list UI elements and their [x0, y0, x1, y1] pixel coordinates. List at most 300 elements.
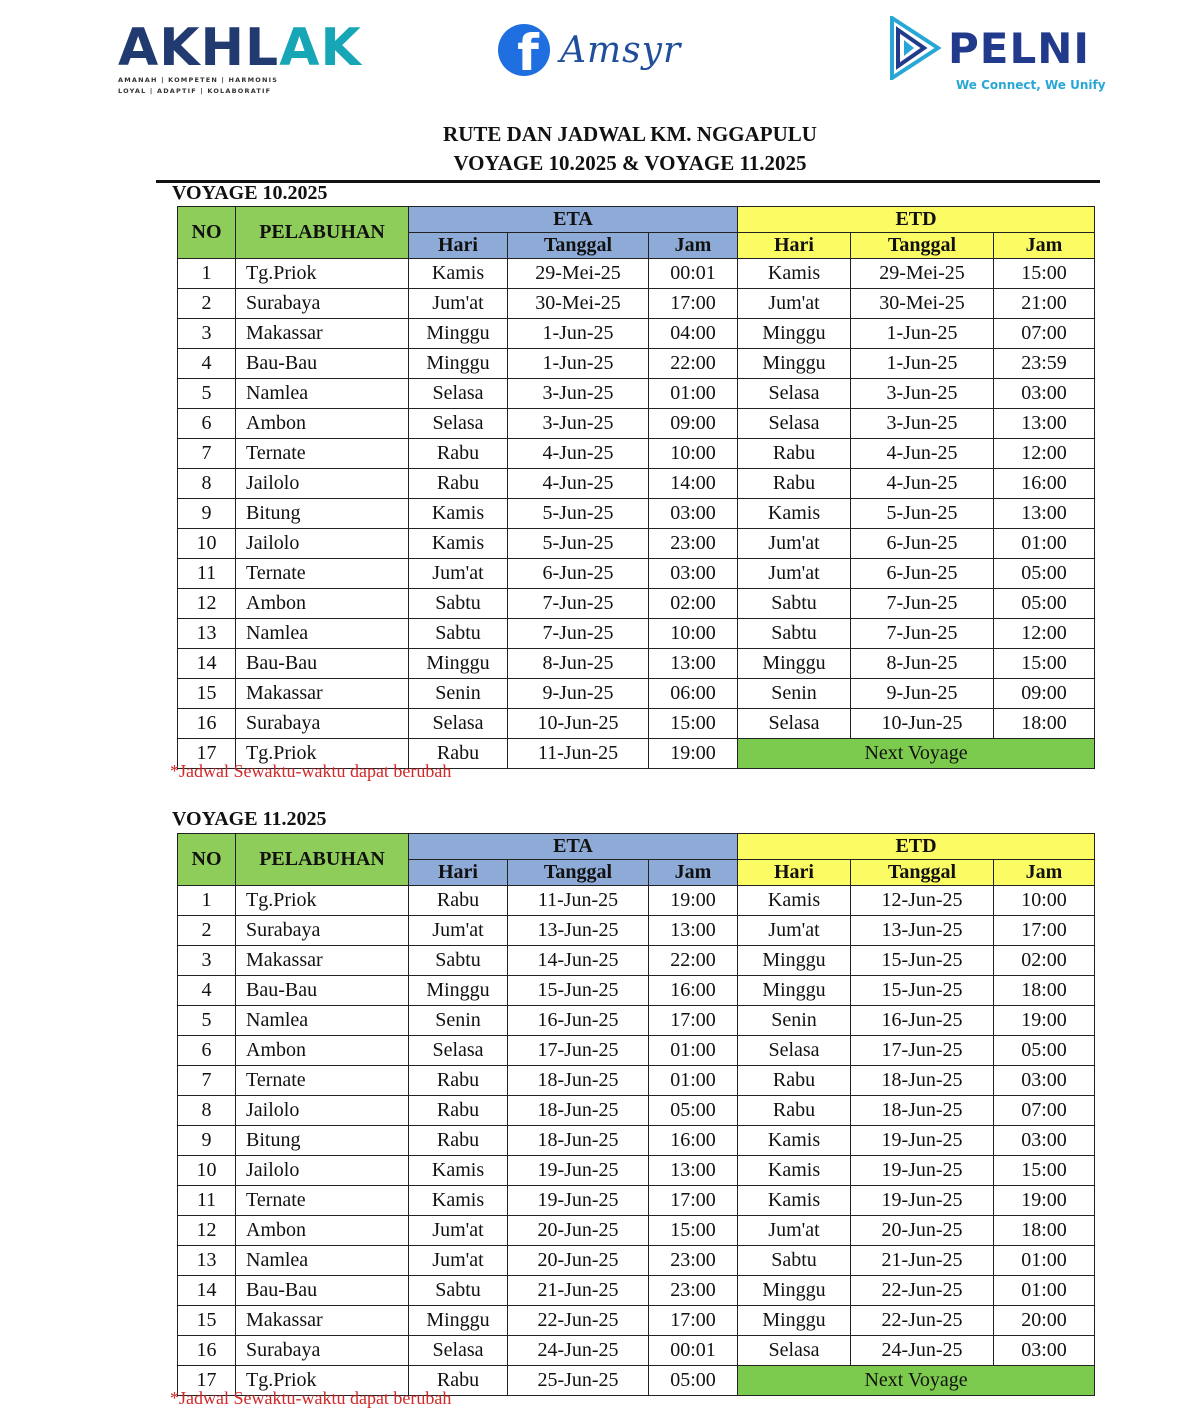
table-row [178, 529, 1095, 559]
cell-eta-time: 09:00 [649, 409, 738, 439]
cell-etd-day: Minggu [738, 649, 851, 679]
header-eta-date: Tanggal [508, 233, 649, 259]
table-row [178, 559, 1095, 589]
cell-etd-date: 18-Jun-25 [851, 1066, 994, 1096]
cell-eta-day: Kamis [409, 499, 508, 529]
cell-eta-day: Minggu [409, 976, 508, 1006]
table-row [178, 1186, 1095, 1216]
cell-etd-date: 16-Jun-25 [851, 1006, 994, 1036]
cell-etd-date: 24-Jun-25 [851, 1336, 994, 1366]
cell-etd-time: 19:00 [994, 1006, 1095, 1036]
cell-eta-time: 15:00 [649, 1216, 738, 1246]
cell-eta-time: 05:00 [649, 1096, 738, 1126]
cell-port: Ternate [236, 559, 409, 589]
next-voyage-cell: Next Voyage [738, 739, 1095, 769]
cell-etd-date: 18-Jun-25 [851, 1096, 994, 1126]
cell-port: Namlea [236, 1006, 409, 1036]
cell-port: Ternate [236, 439, 409, 469]
cell-etd-day: Kamis [738, 1156, 851, 1186]
cell-eta-day: Sabtu [409, 589, 508, 619]
cell-eta-day: Rabu [409, 739, 508, 769]
cell-etd-time: 15:00 [994, 1156, 1095, 1186]
cell-port: Bau-Bau [236, 976, 409, 1006]
cell-no: 10 [178, 1156, 236, 1186]
cell-etd-time: 03:00 [994, 1066, 1095, 1096]
cell-no: 14 [178, 1276, 236, 1306]
cell-eta-day: Rabu [409, 1096, 508, 1126]
cell-eta-date: 18-Jun-25 [508, 1066, 649, 1096]
cell-eta-day: Rabu [409, 439, 508, 469]
cell-eta-time: 05:00 [649, 1366, 738, 1396]
cell-no: 1 [178, 259, 236, 289]
pelni-logo [888, 16, 1108, 96]
akhlak-tagline-1: AMANAH | KOMPETEN | HARMONIS [118, 76, 279, 84]
next-voyage-cell: Next Voyage [738, 1366, 1095, 1396]
cell-etd-day: Kamis [738, 886, 851, 916]
cell-etd-time: 07:00 [994, 1096, 1095, 1126]
cell-etd-day: Jum'at [738, 529, 851, 559]
cell-eta-date: 24-Jun-25 [508, 1336, 649, 1366]
cell-port: Tg.Priok [236, 739, 409, 769]
cell-eta-date: 3-Jun-25 [508, 409, 649, 439]
cell-etd-day: Minggu [738, 1306, 851, 1336]
header-port: PELABUHAN [236, 834, 409, 886]
table-row [178, 679, 1095, 709]
cell-eta-date: 13-Jun-25 [508, 916, 649, 946]
cell-port: Namlea [236, 619, 409, 649]
cell-eta-date: 25-Jun-25 [508, 1366, 649, 1396]
cell-eta-date: 17-Jun-25 [508, 1036, 649, 1066]
cell-eta-date: 8-Jun-25 [508, 649, 649, 679]
schedule-table [177, 206, 1095, 769]
cell-etd-time: 03:00 [994, 379, 1095, 409]
cell-no: 7 [178, 1066, 236, 1096]
cell-port: Makassar [236, 946, 409, 976]
cell-eta-date: 30-Mei-25 [508, 289, 649, 319]
cell-eta-day: Jum'at [409, 1246, 508, 1276]
schedule-note: *Jadwal Sewaktu-waktu dapat berubah [170, 761, 452, 781]
cell-eta-time: 00:01 [649, 259, 738, 289]
cell-etd-time: 09:00 [994, 679, 1095, 709]
cell-etd-day: Sabtu [738, 1246, 851, 1276]
cell-etd-time: 01:00 [994, 1276, 1095, 1306]
cell-port: Tg.Priok [236, 886, 409, 916]
cell-eta-date: 18-Jun-25 [508, 1096, 649, 1126]
cell-port: Ternate [236, 1186, 409, 1216]
cell-etd-date: 6-Jun-25 [851, 559, 994, 589]
page-subtitle: VOYAGE 10.2025 & VOYAGE 11.2025 [453, 151, 807, 175]
table-row [178, 1276, 1095, 1306]
cell-etd-date: 19-Jun-25 [851, 1186, 994, 1216]
cell-no: 15 [178, 679, 236, 709]
cell-etd-day: Senin [738, 1006, 851, 1036]
cell-eta-time: 01:00 [649, 1036, 738, 1066]
cell-no: 2 [178, 289, 236, 319]
cell-eta-date: 29-Mei-25 [508, 259, 649, 289]
cell-eta-date: 1-Jun-25 [508, 319, 649, 349]
cell-eta-day: Selasa [409, 1336, 508, 1366]
table-row [178, 439, 1095, 469]
cell-etd-time: 13:00 [994, 409, 1095, 439]
cell-port: Jailolo [236, 469, 409, 499]
cell-eta-date: 16-Jun-25 [508, 1006, 649, 1036]
cell-eta-date: 20-Jun-25 [508, 1216, 649, 1246]
cell-eta-time: 15:00 [649, 709, 738, 739]
cell-no: 3 [178, 946, 236, 976]
cell-eta-date: 20-Jun-25 [508, 1246, 649, 1276]
cell-eta-day: Rabu [409, 886, 508, 916]
cell-eta-day: Kamis [409, 1156, 508, 1186]
table-row [178, 1006, 1095, 1036]
cell-eta-date: 14-Jun-25 [508, 946, 649, 976]
cell-eta-time: 13:00 [649, 649, 738, 679]
table-row [178, 619, 1095, 649]
cell-eta-date: 4-Jun-25 [508, 439, 649, 469]
akhlak-logo [118, 18, 362, 102]
cell-etd-day: Jum'at [738, 289, 851, 319]
cell-etd-date: 8-Jun-25 [851, 649, 994, 679]
cell-no: 11 [178, 1186, 236, 1216]
cell-eta-time: 22:00 [649, 946, 738, 976]
cell-etd-day: Rabu [738, 469, 851, 499]
cell-etd-time: 18:00 [994, 709, 1095, 739]
cell-no: 2 [178, 916, 236, 946]
table-row [178, 709, 1095, 739]
cell-etd-date: 7-Jun-25 [851, 589, 994, 619]
cell-eta-day: Rabu [409, 1126, 508, 1156]
cell-etd-day: Rabu [738, 439, 851, 469]
cell-port: Tg.Priok [236, 259, 409, 289]
cell-etd-date: 10-Jun-25 [851, 709, 994, 739]
header-eta-day: Hari [409, 233, 508, 259]
pelni-wordmark: PELNI [948, 23, 1091, 73]
cell-etd-date: 3-Jun-25 [851, 409, 994, 439]
cell-etd-day: Selasa [738, 1336, 851, 1366]
cell-etd-day: Jum'at [738, 559, 851, 589]
header-no: NO [178, 207, 236, 259]
cell-eta-day: Kamis [409, 1186, 508, 1216]
cell-eta-day: Sabtu [409, 1276, 508, 1306]
cell-eta-time: 17:00 [649, 1306, 738, 1336]
cell-port: Surabaya [236, 916, 409, 946]
cell-etd-date: 19-Jun-25 [851, 1126, 994, 1156]
header-etd-day: Hari [738, 860, 851, 886]
cell-no: 7 [178, 439, 236, 469]
cell-port: Tg.Priok [236, 1366, 409, 1396]
cell-no: 5 [178, 1006, 236, 1036]
table-row [178, 469, 1095, 499]
cell-etd-time: 10:00 [994, 886, 1095, 916]
schedule-table [177, 833, 1095, 1396]
cell-eta-time: 13:00 [649, 916, 738, 946]
table-row [178, 1246, 1095, 1276]
cell-etd-date: 30-Mei-25 [851, 289, 994, 319]
cell-etd-date: 19-Jun-25 [851, 1156, 994, 1186]
cell-no: 12 [178, 589, 236, 619]
cell-port: Jailolo [236, 1096, 409, 1126]
cell-no: 6 [178, 409, 236, 439]
akhlak-tagline-2: LOYAL | ADAPTIF | KOLABORATIF [118, 87, 272, 95]
cell-no: 13 [178, 1246, 236, 1276]
table-row [178, 1096, 1095, 1126]
cell-no: 9 [178, 499, 236, 529]
cell-eta-date: 11-Jun-25 [508, 886, 649, 916]
cell-etd-date: 17-Jun-25 [851, 1036, 994, 1066]
cell-eta-date: 19-Jun-25 [508, 1156, 649, 1186]
cell-eta-time: 02:00 [649, 589, 738, 619]
cell-port: Namlea [236, 1246, 409, 1276]
cell-etd-time: 01:00 [994, 529, 1095, 559]
cell-etd-day: Rabu [738, 1096, 851, 1126]
cell-eta-day: Kamis [409, 259, 508, 289]
cell-etd-time: 13:00 [994, 499, 1095, 529]
cell-eta-day: Selasa [409, 709, 508, 739]
header-etd: ETD [738, 834, 1095, 860]
cell-eta-time: 16:00 [649, 1126, 738, 1156]
header-eta-time: Jam [649, 860, 738, 886]
cell-port: Ambon [236, 409, 409, 439]
cell-no: 17 [178, 739, 236, 769]
cell-eta-day: Rabu [409, 1066, 508, 1096]
cell-eta-time: 01:00 [649, 1066, 738, 1096]
cell-eta-time: 14:00 [649, 469, 738, 499]
table-row [178, 916, 1095, 946]
pelni-tagline: We Connect, We Unify [956, 78, 1106, 92]
cell-etd-time: 05:00 [994, 1036, 1095, 1066]
cell-eta-day: Selasa [409, 1036, 508, 1066]
cell-eta-day: Jum'at [409, 916, 508, 946]
cell-eta-time: 10:00 [649, 619, 738, 649]
cell-etd-day: Kamis [738, 1186, 851, 1216]
cell-eta-day: Sabtu [409, 946, 508, 976]
voyage-label: VOYAGE 10.2025 [172, 182, 328, 204]
cell-etd-time: 12:00 [994, 619, 1095, 649]
cell-etd-time: 16:00 [994, 469, 1095, 499]
cell-eta-date: 9-Jun-25 [508, 679, 649, 709]
cell-no: 11 [178, 559, 236, 589]
pelni-chevron-icon [888, 16, 942, 80]
cell-no: 16 [178, 1336, 236, 1366]
cell-no: 1 [178, 886, 236, 916]
cell-eta-date: 5-Jun-25 [508, 499, 649, 529]
cell-etd-date: 9-Jun-25 [851, 679, 994, 709]
cell-eta-date: 4-Jun-25 [508, 469, 649, 499]
cell-port: Ternate [236, 1066, 409, 1096]
header-eta: ETA [409, 834, 738, 860]
cell-eta-time: 19:00 [649, 886, 738, 916]
cell-no: 9 [178, 1126, 236, 1156]
akhlak-word-main: AKHL [118, 18, 280, 78]
cell-etd-time: 12:00 [994, 439, 1095, 469]
cell-etd-date: 22-Jun-25 [851, 1306, 994, 1336]
voyage-label: VOYAGE 11.2025 [172, 808, 327, 830]
cell-eta-day: Senin [409, 1006, 508, 1036]
cell-port: Surabaya [236, 709, 409, 739]
facebook-page-name: Amsyr [560, 29, 682, 71]
cell-etd-day: Selasa [738, 409, 851, 439]
cell-etd-date: 4-Jun-25 [851, 469, 994, 499]
table-row [178, 499, 1095, 529]
cell-eta-time: 13:00 [649, 1156, 738, 1186]
cell-no: 4 [178, 349, 236, 379]
cell-eta-time: 01:00 [649, 379, 738, 409]
cell-eta-time: 23:00 [649, 1246, 738, 1276]
cell-eta-time: 19:00 [649, 739, 738, 769]
cell-eta-date: 7-Jun-25 [508, 589, 649, 619]
cell-eta-date: 21-Jun-25 [508, 1276, 649, 1306]
cell-eta-day: Minggu [409, 349, 508, 379]
cell-eta-day: Senin [409, 679, 508, 709]
cell-etd-date: 12-Jun-25 [851, 886, 994, 916]
cell-eta-time: 16:00 [649, 976, 738, 1006]
cell-etd-day: Selasa [738, 379, 851, 409]
cell-etd-date: 22-Jun-25 [851, 1276, 994, 1306]
cell-etd-day: Kamis [738, 259, 851, 289]
cell-etd-time: 20:00 [994, 1306, 1095, 1336]
cell-no: 13 [178, 619, 236, 649]
cell-port: Makassar [236, 319, 409, 349]
cell-etd-day: Minggu [738, 349, 851, 379]
cell-etd-time: 15:00 [994, 259, 1095, 289]
cell-etd-date: 20-Jun-25 [851, 1216, 994, 1246]
cell-no: 12 [178, 1216, 236, 1246]
cell-eta-date: 7-Jun-25 [508, 619, 649, 649]
cell-port: Bitung [236, 1126, 409, 1156]
cell-port: Bitung [236, 499, 409, 529]
header-eta: ETA [409, 207, 738, 233]
cell-no: 8 [178, 469, 236, 499]
cell-etd-day: Minggu [738, 319, 851, 349]
cell-port: Bau-Bau [236, 1276, 409, 1306]
cell-port: Ambon [236, 589, 409, 619]
cell-etd-time: 02:00 [994, 946, 1095, 976]
cell-eta-day: Minggu [409, 649, 508, 679]
cell-eta-day: Jum'at [409, 289, 508, 319]
cell-port: Bau-Bau [236, 649, 409, 679]
cell-etd-date: 7-Jun-25 [851, 619, 994, 649]
cell-etd-time: 18:00 [994, 1216, 1095, 1246]
cell-port: Surabaya [236, 1336, 409, 1366]
cell-etd-date: 15-Jun-25 [851, 946, 994, 976]
cell-eta-date: 19-Jun-25 [508, 1186, 649, 1216]
cell-etd-date: 5-Jun-25 [851, 499, 994, 529]
cell-port: Bau-Bau [236, 349, 409, 379]
table-row [178, 1126, 1095, 1156]
header-no: NO [178, 834, 236, 886]
cell-etd-day: Jum'at [738, 916, 851, 946]
cell-etd-day: Minggu [738, 1276, 851, 1306]
header-etd: ETD [738, 207, 1095, 233]
table-row [178, 886, 1095, 916]
cell-eta-day: Jum'at [409, 1216, 508, 1246]
table-row [178, 1156, 1095, 1186]
cell-eta-time: 23:00 [649, 1276, 738, 1306]
cell-no: 16 [178, 709, 236, 739]
cell-eta-day: Jum'at [409, 559, 508, 589]
cell-eta-time: 10:00 [649, 439, 738, 469]
header-etd-date: Tanggal [851, 233, 994, 259]
cell-eta-time: 17:00 [649, 1006, 738, 1036]
cell-etd-day: Sabtu [738, 589, 851, 619]
cell-no: 5 [178, 379, 236, 409]
header-etd-day: Hari [738, 233, 851, 259]
cell-port: Makassar [236, 1306, 409, 1336]
cell-no: 4 [178, 976, 236, 1006]
cell-etd-time: 23:59 [994, 349, 1095, 379]
cell-etd-day: Kamis [738, 1126, 851, 1156]
akhlak-word-accent: AK [279, 18, 362, 78]
cell-eta-date: 6-Jun-25 [508, 559, 649, 589]
cell-etd-time: 18:00 [994, 976, 1095, 1006]
cell-etd-date: 6-Jun-25 [851, 529, 994, 559]
cell-eta-time: 00:01 [649, 1336, 738, 1366]
cell-eta-time: 06:00 [649, 679, 738, 709]
cell-eta-date: 1-Jun-25 [508, 349, 649, 379]
table-row [178, 1306, 1095, 1336]
cell-eta-time: 03:00 [649, 499, 738, 529]
cell-etd-time: 03:00 [994, 1336, 1095, 1366]
akhlak-wordmark [118, 18, 362, 78]
cell-etd-date: 29-Mei-25 [851, 259, 994, 289]
cell-no: 8 [178, 1096, 236, 1126]
table-row [178, 946, 1095, 976]
cell-eta-date: 18-Jun-25 [508, 1126, 649, 1156]
cell-eta-day: Selasa [409, 379, 508, 409]
cell-port: Makassar [236, 679, 409, 709]
header-eta-day: Hari [409, 860, 508, 886]
cell-port: Jailolo [236, 529, 409, 559]
header-eta-time: Jam [649, 233, 738, 259]
table-row [178, 409, 1095, 439]
header-port: PELABUHAN [236, 207, 409, 259]
table-row [178, 289, 1095, 319]
cell-etd-day: Selasa [738, 1036, 851, 1066]
cell-etd-time: 07:00 [994, 319, 1095, 349]
cell-eta-time: 17:00 [649, 1186, 738, 1216]
cell-eta-day: Selasa [409, 409, 508, 439]
cell-no: 14 [178, 649, 236, 679]
cell-port: Jailolo [236, 1156, 409, 1186]
cell-etd-date: 21-Jun-25 [851, 1246, 994, 1276]
cell-etd-date: 1-Jun-25 [851, 349, 994, 379]
table-row [178, 319, 1095, 349]
cell-etd-day: Minggu [738, 976, 851, 1006]
cell-port: Surabaya [236, 289, 409, 319]
cell-eta-date: 11-Jun-25 [508, 739, 649, 769]
cell-no: 3 [178, 319, 236, 349]
cell-eta-date: 22-Jun-25 [508, 1306, 649, 1336]
cell-eta-day: Rabu [409, 469, 508, 499]
table-row [178, 349, 1095, 379]
table-row [178, 1336, 1095, 1366]
cell-eta-day: Kamis [409, 529, 508, 559]
cell-eta-time: 04:00 [649, 319, 738, 349]
schedule-note: *Jadwal Sewaktu-waktu dapat berubah [170, 1388, 452, 1408]
cell-eta-day: Rabu [409, 1366, 508, 1396]
cell-etd-date: 1-Jun-25 [851, 319, 994, 349]
cell-port: Ambon [236, 1216, 409, 1246]
table-row [178, 649, 1095, 679]
header-eta-date: Tanggal [508, 860, 649, 886]
cell-etd-time: 21:00 [994, 289, 1095, 319]
cell-port: Namlea [236, 379, 409, 409]
cell-no: 6 [178, 1036, 236, 1066]
table-row [178, 1066, 1095, 1096]
cell-eta-day: Minggu [409, 1306, 508, 1336]
cell-etd-day: Rabu [738, 1066, 851, 1096]
cell-no: 17 [178, 1366, 236, 1396]
cell-etd-time: 01:00 [994, 1246, 1095, 1276]
